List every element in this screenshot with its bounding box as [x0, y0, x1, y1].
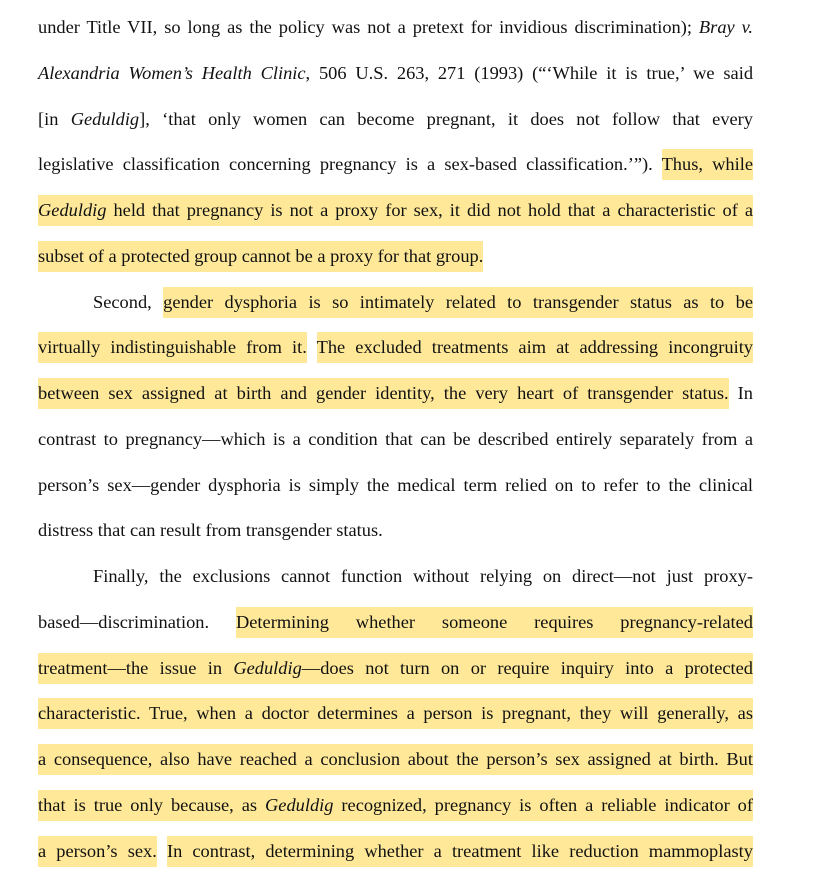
highlighted-text: virtually indistinguishable from it.: [38, 332, 307, 363]
text-line: [38, 417, 753, 463]
text-run: ], ‘that only women can become pregnant, it does not follow that every: [139, 108, 753, 129]
text-line: [38, 142, 753, 188]
highlighted-text: held that pregnancy is not a proxy for sex, it did not hold that a characteristic of a: [106, 195, 753, 226]
document-page: [38, 5, 753, 874]
highlighted-text: Geduldig: [265, 790, 333, 821]
italic-citation: Geduldig: [70, 108, 140, 129]
text-run: In: [728, 383, 753, 403]
highlighted-text: subset of a protected group cannot be a proxy for that group.: [38, 241, 483, 272]
highlighted-text: a consequence, also have reached a conclusion about the person’s sex assigned at birth. But: [38, 744, 753, 775]
text-line: [38, 188, 753, 234]
highlighted-text: gender dysphoria is so intimately related to transgender status as to be: [163, 287, 753, 318]
text-run: distress that can result from transgender status.: [38, 520, 383, 541]
text-line: [38, 554, 753, 600]
highlighted-text: —does not turn on or require inquiry into a protected: [302, 653, 753, 684]
text-run: [157, 841, 167, 861]
text-line: [38, 463, 753, 509]
text-line: [38, 829, 753, 875]
text-line: [38, 5, 753, 51]
highlighted-text: that is true only because, as: [38, 790, 265, 821]
text-line: [38, 325, 753, 371]
highlighted-text: In contrast, determining whether a treatment like reduction mammoplasty: [167, 836, 753, 867]
highlighted-text: characteristic. True, when a doctor determines a person is pregnant, they will generally, as: [38, 698, 753, 729]
text-run: Finally, the exclusions cannot function without relying on direct—not just proxy-: [93, 566, 753, 586]
text-run: person’s sex—gender dysphoria is simply the medical term relied on to refer to the clinical: [38, 474, 753, 495]
text-run: Second,: [93, 291, 164, 312]
text-line: [38, 508, 753, 554]
highlighted-text: treatment—the issue in: [38, 653, 233, 684]
text-run: legislative classification concerning pregnancy is a sex-based classification.’”).: [38, 154, 662, 175]
highlighted-text: Geduldig: [233, 653, 301, 684]
text-line: [38, 691, 753, 737]
text-run: contrast to pregnancy—which is a condition that can be described entirely separately from a: [38, 428, 753, 449]
text-line: [38, 737, 753, 783]
highlighted-text: recognized, pregnancy is often a reliable indicator of: [333, 790, 753, 821]
text-line: [38, 51, 753, 97]
text-run: based—discrimination.: [38, 611, 236, 632]
text-line: [38, 646, 753, 692]
text-run: [in: [38, 108, 71, 129]
highlighted-text: Thus, while: [662, 149, 753, 180]
text-run: , 506 U.S. 263, 271 (1993) (“‘While it is true,’ we said: [305, 62, 754, 83]
highlighted-text: Determining whether someone requires pregnancy-related: [236, 607, 753, 638]
highlighted-text: between sex assigned at birth and gender identity, the very heart of transgender status.: [38, 378, 729, 409]
text-line: [38, 97, 753, 143]
text-line: [38, 783, 753, 829]
highlighted-text: Geduldig: [38, 195, 106, 226]
text-line: [38, 371, 753, 417]
text-line: [38, 600, 753, 646]
text-run: [307, 337, 317, 357]
text-line: [38, 234, 753, 280]
text-run: under Title VII, so long as the policy was not a pretext for invidious discrimination);: [38, 17, 699, 37]
highlighted-text: The excluded treatments aim at addressing incongruity: [317, 332, 753, 363]
italic-citation: Alexandria Women’s Health Clinic: [38, 62, 306, 83]
italic-citation: Bray v.: [698, 17, 753, 37]
highlighted-text: a person’s sex.: [38, 836, 157, 867]
text-line: [38, 280, 753, 326]
